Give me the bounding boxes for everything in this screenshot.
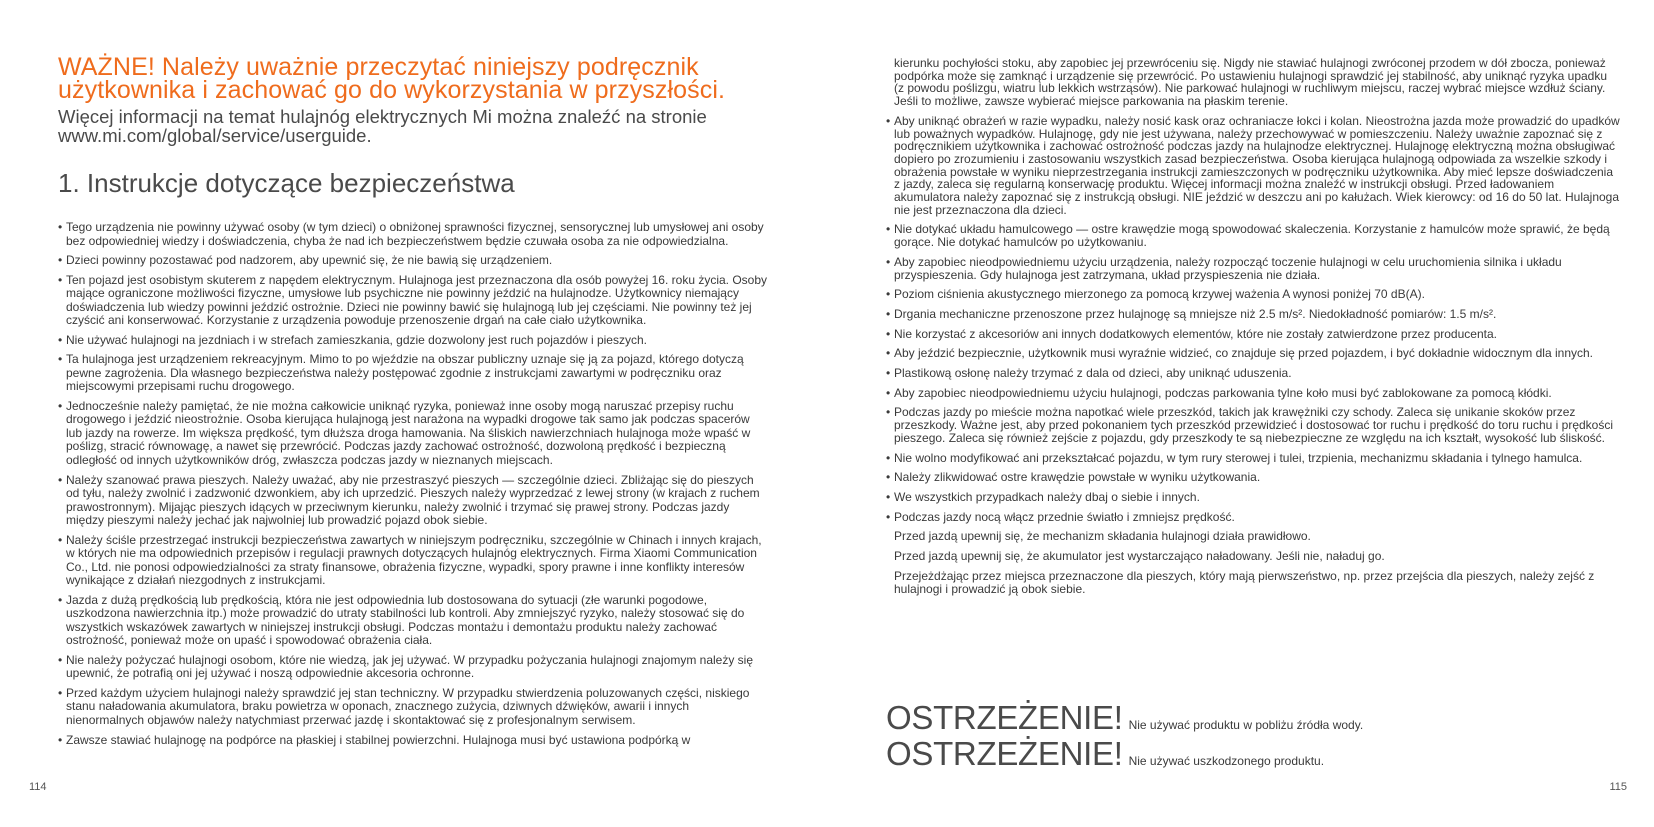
- list-item: • Aby uniknąć obrażeń w razie wypadku, należy nosić kask oraz ochraniacze łokci i kolan. Nieostrożna jazda może prowadzić do upadków lub poważnych wypadków. Hulajnogę, gdy nie jest używana, należy przechowywać w pomieszczeniu. Należy uważnie zapoznać się z podręcznikiem użytkownika i zachować ostrożność podczas jazdy na hulajnodze elektrycznej. Hulajnogę elektryczną można obsługiwać dopiero po zrozumieniu i zastosowaniu wszystkich zasad bezpieczeństwa. Osoba kierująca hulajnogą odpowiada za wszelkie szkody i obrażenia powstałe w wyniku nieprzestrzegania instrukcji zamieszczonych w podręczniku użytkownika. Aby mieć lepsze doświadczenia z jazdy, zaleca się regularną konserwację produktu. Więcej informacji można znaleźć w instrukcji obsługi. Przed ładowaniem akumulatora należy zapoznać się z instrukcją obsługi. NIE jeździć w deszczu ani po kałużach. Wiek kierowcy: od 16 do 50 lat. Hulajnoga nie jest przeznaczona dla dzieci.: [886, 115, 1620, 217]
- list-item: • Poziom ciśnienia akustycznego mierzonego za pomocą krzywej ważenia A wynosi poniżej 70 dB(A).: [886, 288, 1620, 301]
- list-item: • Jednocześnie należy pamiętać, że nie można całkowicie uniknąć ryzyka, ponieważ inne osoby mogą naruszać przepisy ruchu drogowego i jeździć nieostrożnie. Osoba kierująca hulajnogą jest narażona na wypadki drogowe tak samo jak podczas spacerów lub jazdy na rowerze. Im większa prędkość, tym dłuższa droga hamowania. Na śliskich nawierzchniach hulajnoga może wpaść w poślizg, stracić równowagę, a nawet się przewrócić. Podczas jazdy zachować ostrożność, dozwoloną prędkość i bezpieczną odległość od innych użytkowników dróg, zwłaszcza podczas jazdy w nieznanych miejscach.: [58, 400, 767, 468]
- list-item: • Ten pojazd jest osobistym skuterem z napędem elektrycznym. Hulajnoga jest przeznaczona dla osób powyżej 16. roku życia. Osoby mające ograniczone możliwości fizyczne, umysłowe lub psychiczne nie powinny jeździć na hulajnodze. Użytkownicy niemający doświadczenia lub wiedzy powinni jeździć ostrożnie. Dzieci nie powinny bawić się hulajnogą lub jej częściami. Nie powinny też jej czyścić ani konserwować. Korzystanie z urządzenia powoduje przenoszenie drgań na całe ciało użytkownika.: [58, 274, 767, 328]
- list-item: • Nie wolno modyfikować ani przekształcać pojazdu, w tym rury sterowej i tulei, trzpienia, mechanizmu składania i tylnego hamulca.: [886, 452, 1620, 465]
- warning-row: [886, 699, 1626, 735]
- warning-text: Nie używać produktu w pobliżu źródła wody.: [1128, 718, 1364, 732]
- list-item: • Aby zapobiec nieodpowiedniemu użyciu hulajnogi, podczas parkowania tylne koło musi być zablokowane za pomocą kłódki.: [886, 387, 1620, 400]
- warning-row: [886, 735, 1626, 771]
- list-item: • Dzieci powinny pozostawać pod nadzorem, aby upewnić się, że nie bawią się urządzeniem.: [58, 254, 767, 268]
- list-item: • Nie używać hulajnogi na jezdniach i w strefach zamieszkania, gdzie dozwolony jest ruch pojazdów i pieszych.: [58, 334, 767, 348]
- important-notice-title: WAŻNE! Należy uważnie przeczytać niniejszy podręcznik użytkownika i zachować go do wykorzystania w przyszłości.: [58, 53, 726, 104]
- list-item: • Tego urządzenia nie powinny używać osoby (w tym dzieci) o obniżonej sprawności fizycznej, sensorycznej lub umysłowej ani osoby bez odpowiedniej wiedzy i doświadczenia, chyba że nad ich bezpieczeństwem będzie czuwała osoba za nie odpowiedzialna.: [58, 221, 767, 248]
- list-item: • Nie należy pożyczać hulajnogi osobom, które nie wiedzą, jak jej używać. W przypadku pożyczania hulajnogi znajomym należy się upewnić, że potrafią oni jej używać i noszą odpowiednie akcesoria ochronne.: [58, 654, 767, 681]
- intro-text: Więcej informacji na temat hulajnóg elektrycznych Mi można znaleźć na stronie www.mi.com/global/service/userguide.: [58, 106, 707, 146]
- warning-text: Nie używać uszkodzonego produktu.: [1128, 754, 1325, 768]
- page-number-left: 114: [29, 781, 47, 793]
- right-page: [827, 0, 1654, 827]
- list-item: • Ta hulajnoga jest urządzeniem rekreacyjnym. Mimo to po wjeździe na obszar publiczny uznaje się ją za pojazd, którego dotyczą pewne zagrożenia. Dla własnego bezpieczeństwa należy postępować zgodnie z instrukcjami zawartymi w podręczniku oraz miejscowymi przepisami ruchu drogowego.: [58, 353, 767, 394]
- warning-heading: OSTRZEŻENIE!: [886, 735, 1123, 772]
- list-item: • Podczas jazdy po mieście można napotkać wiele przeszkód, takich jak krawężniki czy schody. Zaleca się unikanie skoków przez przeszkody. Ważne jest, aby przed pokonaniem tych przeszkód przewidzieć i dostosować tor ruchu i prędkość do toru ruchu i prędkości pieszego. Zaleca się również zejście z pojazdu, gdy przeszkody te są niebezpieczne ze względu na ich kształt, wysokość lub śliskość.: [886, 406, 1620, 444]
- list-item: • Jazda z dużą prędkością lub prędkością, która nie jest odpowiednia lub dostosowana do sytuacji (złe warunki pogodowe, uszkodzona nawierzchnia itp.) może prowadzić do utraty stabilności lub kontroli. Aby zmniejszyć ryzyko, należy stosować się do wszystkich wskazówek zawartych w niniejszej instrukcji obsługi. Podczas montażu i demontażu produktu należy zachować ostrożność, ponieważ może on upaść i spowodować obrażenia ciała.: [58, 594, 767, 648]
- list-item: • Drgania mechaniczne przenoszone przez hulajnogę są mniejsze niż 2.5 m/s². Niedokładność pomiarów: 1.5 m/s².: [886, 308, 1620, 321]
- list-item: • Podczas jazdy nocą włącz przednie światło i zmniejsz prędkość.: [886, 511, 1620, 524]
- list-item: • Plastikową osłonę należy trzymać z dala od dzieci, aby uniknąć uduszenia.: [886, 367, 1620, 380]
- list-item: • We wszystkich przypadkach należy dbaj o siebie i innych.: [886, 491, 1620, 504]
- warning-heading: OSTRZEŻENIE!: [886, 699, 1123, 736]
- list-item: • Należy zlikwidować ostre krawędzie powstałe w wyniku użytkowania.: [886, 471, 1620, 484]
- plain-instruction: Przejeżdżając przez miejsca przeznaczone dla pieszych, który mają pierwszeństwo, np. przez przejścia dla pieszych, należy zejść z hulajnogi i prowadzić ją obok siebie.: [894, 568, 1595, 596]
- list-item: • Należy szanować prawa pieszych. Należy uważać, aby nie przestraszyć pieszych — szczególnie dzieci. Zbliżając się do pieszych od tyłu, należy zwolnić i zadzwonić dzwonkiem, aby ich uprzedzić. Pieszych należy wyprzedzać z lewej strony (w krajach z ruchem prawostronnym). Mijając pieszych idących w przeciwnym kierunku, należy zwolnić i trzymać się prawej strony. Podczas jazdy między pieszymi należy jechać jak najwolniej lub prowadzić pojazd obok siebie.: [58, 474, 767, 528]
- list-item: • Aby jeździć bezpiecznie, użytkownik musi wyraźnie widzieć, co znajduje się przed pojazdem, i być dokładnie widocznym dla innych.: [886, 347, 1620, 360]
- list-item: • Nie korzystać z akcesoriów ani innych dodatkowych elementów, które nie zostały zatwierdzone przez producenta.: [886, 328, 1620, 341]
- list-item: • Zawsze stawiać hulajnogę na podpórce na płaskiej i stabilnej powierzchni. Hulajnoga musi być ustawiona podpórką w: [58, 734, 767, 748]
- page-number-right: 115: [1609, 781, 1627, 793]
- safety-bullet-list: [58, 221, 767, 747]
- plain-instruction: Przed jazdą upewnij się, że mechanizm składania hulajnogi działa prawidłowo.: [894, 529, 1311, 544]
- list-item: • Przed każdym użyciem hulajnogi należy sprawdzić jej stan techniczny. W przypadku stwierdzenia poluzowanych części, niskiego stanu naładowania akumulatora, braku powietrza w oponach, znacznego zużycia, dziwnych dźwięków, awarii i innych nienormalnych objawów należy natychmiast przerwać jazdę i skontaktować się z profesjonalnym serwisem.: [58, 687, 767, 728]
- safety-bullet-list-continued: [886, 57, 1620, 523]
- list-item-continuation: kierunku pochyłości stoku, aby zapobiec jej przewróceniu się. Nigdy nie stawiać hulajnogi zwróconej przodem w dół zbocza, ponieważ podpórka może się zamknąć i urządzenie się przewrócić. Po ustawieniu hulajnogi sprawdzić jej stabilność, aby uniknąć ryzyka upadku (z powodu poślizgu, wiatru lub lekkich wstrząsów). Nie parkować hulajnogi w ruchliwym miejscu, raczej wybrać miejsce wzdłuż ściany. Jeśli to możliwe, zawsze wybierać miejsce parkowania na płaskim terenie.: [894, 56, 1608, 109]
- plain-instruction: Przed jazdą upewnij się, że akumulator jest wystarczająco naładowany. Jeśli nie, naładuj go.: [894, 549, 1385, 564]
- list-item: • Należy ściśle przestrzegać instrukcji bezpieczeństwa zawartych w niniejszym podręczniku, szczególnie w Chinach i innych krajach, w których nie ma odpowiednich przepisów i regulacji prawnych dotyczących hulajnóg elektrycznych. Firma Xiaomi Communication Co., Ltd. nie ponosi odpowiedzialności za straty finansowe, obrażenia fizyczne, wypadki, spory prawne i inne konflikty interesów wynikające z działań niezgodnych z instrukcjami.: [58, 534, 767, 588]
- warning-block: [886, 699, 1626, 771]
- list-item: • Nie dotykać układu hamulcowego — ostre krawędzie mogą spowodować skaleczenia. Korzystanie z hamulców może sprawić, że będą gorące. Nie dotykać hamulców po użytkowaniu.: [886, 223, 1620, 248]
- list-item: • Aby zapobiec nieodpowiedniemu użyciu urządzenia, należy rozpocząć toczenie hulajnogi w celu uruchomienia silnika i układu przyspieszenia. Gdy hulajnoga jest zatrzymana, układ przyspieszenia nie działa.: [886, 256, 1620, 281]
- section-title: 1. Instrukcje dotyczące bezpieczeństwa: [58, 168, 515, 198]
